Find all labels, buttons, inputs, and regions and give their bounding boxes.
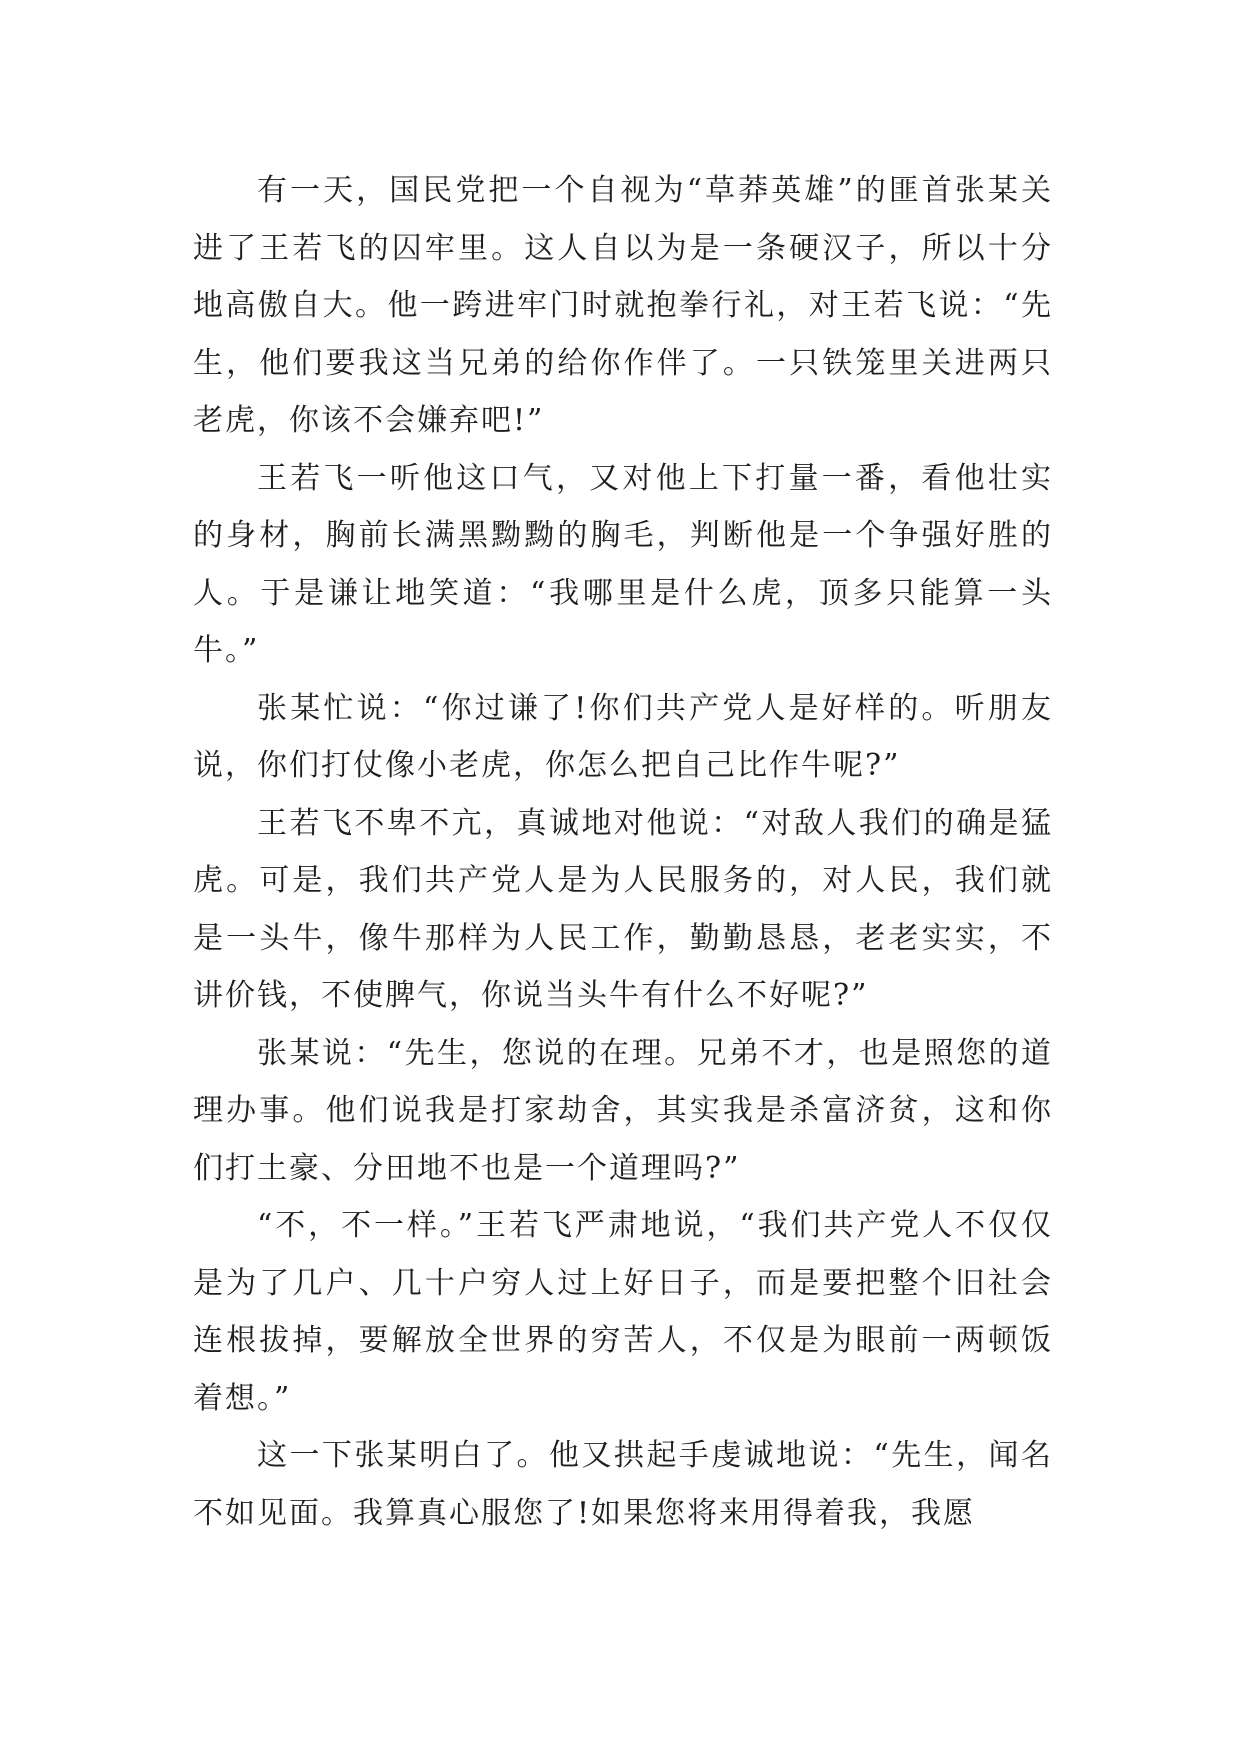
story-body [193, 162, 1053, 1542]
paragraph-1: 有一天，国民党把一个自视为“草莽英雄”的匪首张某关进了王若飞的囚牢里。这人自以为是一条硬汉子，所以十分地高傲自大。他一跨进牢门时就抱拳行礼，对王若飞说：“先生，他们要我这当兄弟的给你作伴了。一只铁笼里关进两只老虎，你该不会嫌弃吧!” [193, 173, 1053, 438]
paragraph-6: “不，不一样。”王若飞严肃地说，“我们共产党人不仅仅是为了几户、几十户穷人过上好日子，而是要把整个旧社会连根拔掉，要解放全世界的穷苦人，不仅是为眼前一两顿饭着想。” [193, 1208, 1053, 1416]
paragraph-2: 王若飞一听他这口气，又对他上下打量一番，看他壮实的身材，胸前长满黑黝黝的胸毛，判断他是一个争强好胜的人。于是谦让地笑道：“我哪里是什么虎，顶多只能算一头牛。” [193, 460, 1053, 668]
paragraph-4: 王若飞不卑不亢，真诚地对他说：“对敌人我们的确是猛虎。可是，我们共产党人是为人民服务的，对人民，我们就是一头牛，像牛那样为人民工作，勤勤恳恳，老老实实，不讲价钱，不使脾气，你说当头牛有什么不好呢?” [193, 805, 1053, 1013]
paragraph-5: 张某说：“先生，您说的在理。兄弟不才，也是照您的道理办事。他们说我是打家劫舍，其实我是杀富济贫，这和你们打土豪、分田地不也是一个道理吗?” [193, 1035, 1053, 1186]
paragraph-7: 这一下张某明白了。他又拱起手虔诚地说：“先生，闻名不如见面。我算真心服您了!如果您将来用得着我，我愿 [193, 1438, 1053, 1531]
paragraph-3: 张某忙说：“你过谦了!你们共产党人是好样的。听朋友说，你们打仗像小老虎，你怎么把自己比作牛呢?” [193, 690, 1053, 783]
